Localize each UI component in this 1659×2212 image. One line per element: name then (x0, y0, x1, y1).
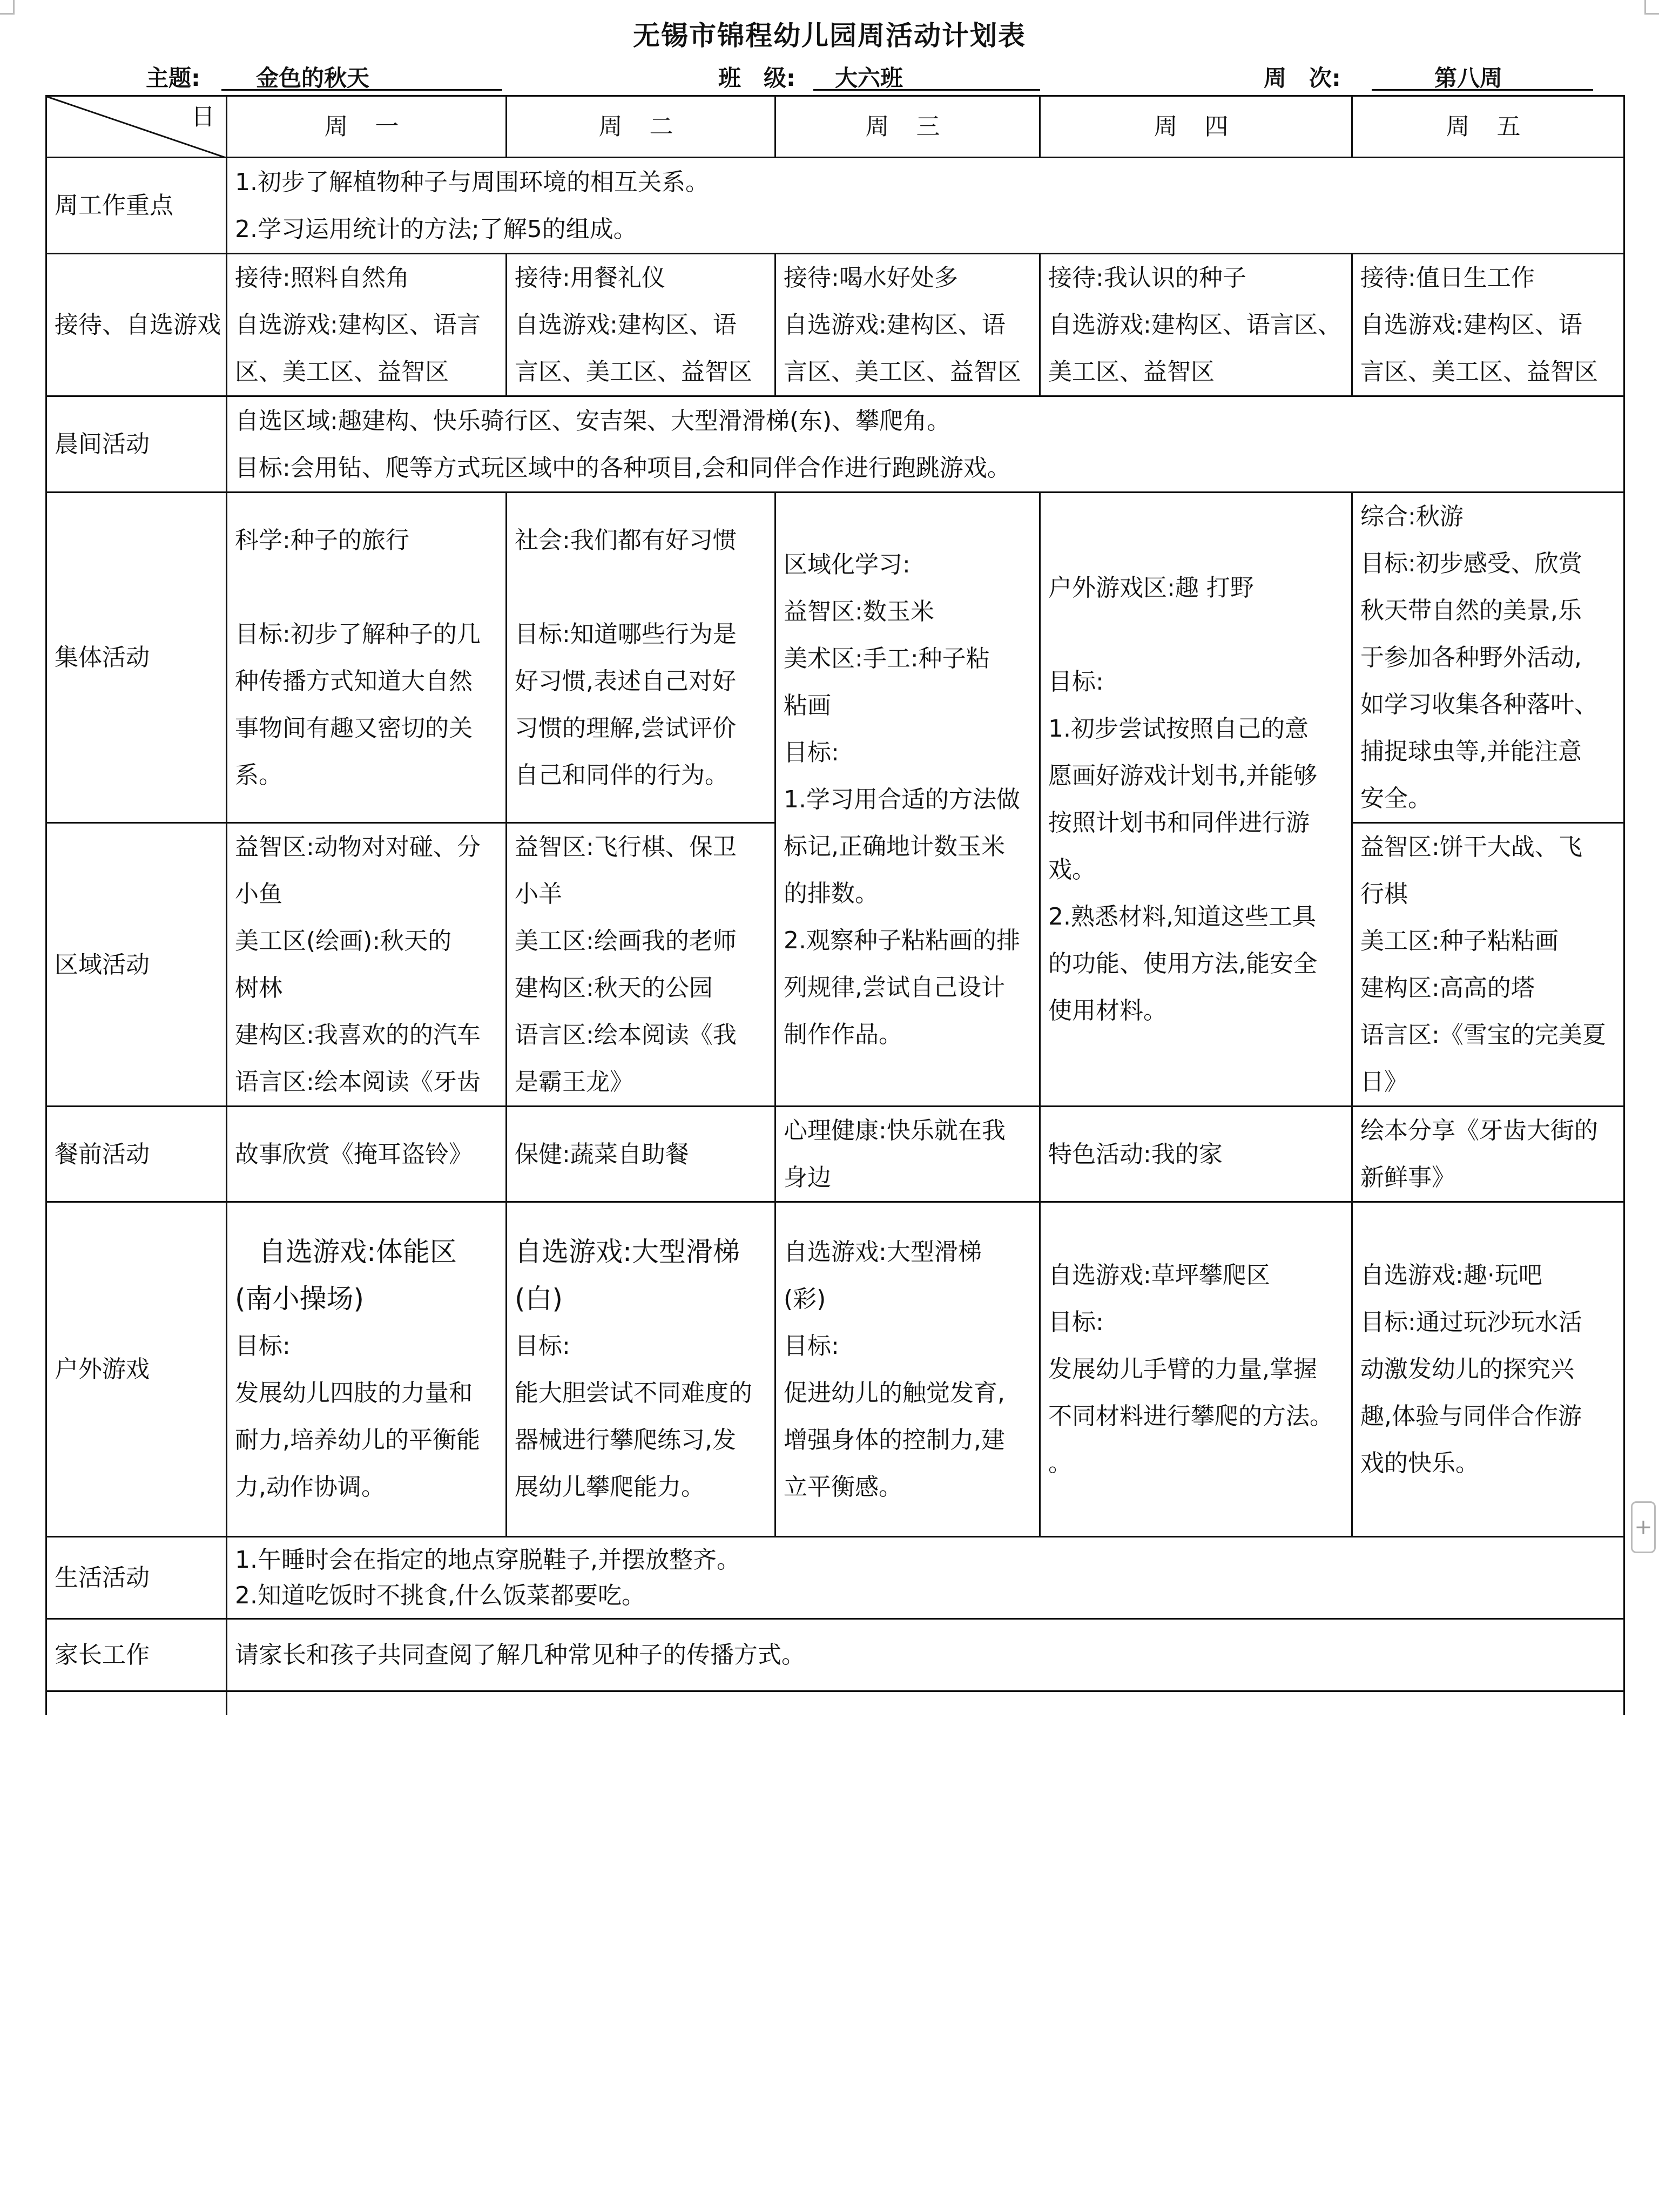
reception-cell-fri (1352, 254, 1624, 396)
focus-cell (227, 158, 1624, 254)
text-line: 绘本分享《牙齿大街的 (1360, 1117, 1598, 1144)
merged-cell-thu (1040, 493, 1352, 1107)
text-line: 好习惯,表述自己对好 (515, 667, 736, 695)
row-label-morning: 晨间活动 (46, 396, 227, 493)
text-line: 1.学习用合适的方法做 (784, 785, 1020, 813)
text-line: 目标: (1048, 1309, 1104, 1336)
morning-cell (227, 396, 1624, 493)
text-line: 戏的快乐。 (1360, 1449, 1479, 1477)
text-line: 接待:我认识的种子 (1048, 264, 1246, 292)
empty-cell (227, 1691, 1624, 1715)
area-cell-mon (227, 823, 507, 1107)
text-line: 语言区:绘本阅读《牙齿 (235, 1068, 481, 1096)
text-line: 事物间有趣又密切的关 (235, 714, 473, 742)
week-field (1264, 60, 1593, 94)
text-line: 目标: (784, 738, 839, 766)
outdoor-cell-mon (227, 1202, 507, 1537)
reception-cell-mon (227, 254, 507, 396)
row-label-focus: 周工作重点 (46, 158, 227, 254)
day-header-mon: 周 一 (227, 96, 507, 158)
text-line: 自选游戏:体能区 (259, 1236, 457, 1267)
text-line: 发展幼儿四肢的力量和 (235, 1379, 473, 1407)
area-cell-fri (1352, 823, 1624, 1107)
week-value: 第八周 (1372, 60, 1593, 91)
text-line: 接待:值日生工作 (1360, 264, 1535, 292)
text-line: 于参加各种野外活动, (1360, 644, 1582, 671)
theme-field (146, 60, 502, 94)
text-line: 器械进行攀爬练习,发 (515, 1426, 736, 1454)
text-line: 安全。 (1360, 785, 1432, 812)
class-label: 班 级: (718, 65, 795, 91)
text-line: 目标: (784, 1332, 839, 1360)
text-line: 趣,体验与同伴合作游 (1360, 1402, 1582, 1430)
table-row (46, 396, 1624, 493)
text-line: 系。 (235, 761, 282, 789)
text-line: 接待:用餐礼仪 (515, 264, 665, 292)
theme-value: 金色的秋天 (221, 60, 502, 91)
text-line: 小羊 (515, 880, 562, 908)
text-line: 言区、美工区、益智区 (515, 358, 752, 386)
text-line: 立平衡感。 (784, 1473, 902, 1501)
text-line: 美工区:种子粘粘画 (1360, 927, 1559, 955)
table-row (46, 254, 1624, 396)
text-line: 自选游戏:趣·玩吧 (1360, 1262, 1542, 1289)
text-line: 自选游戏:建构区、语言 (235, 311, 481, 339)
week-label: 周 次: (1264, 65, 1341, 91)
text-line: 目标:会用钻、爬等方式玩区域中的各种项目,会和同伴合作进行跑跳游戏。 (235, 454, 1011, 482)
text-line: 目标:初步了解种子的几 (235, 620, 481, 648)
text-line: 美工区(绘画):秋天的 (235, 927, 452, 955)
text-line: 自选游戏:建构区、语 (515, 311, 737, 339)
text-line: 益智区:动物对对碰、分 (235, 833, 481, 861)
text-line: 。 (1048, 1449, 1072, 1477)
area-cell-tue (507, 823, 775, 1107)
reception-cell-tue (507, 254, 775, 396)
text-line: 区域化学习: (784, 550, 911, 578)
text-line: 愿画好游戏计划书,并能够 (1048, 762, 1317, 790)
text-line: 自选区域:趣建构、快乐骑行区、安吉架、大型滑滑梯(东)、攀爬角。 (235, 407, 951, 435)
text-line: 2.熟悉材料,知道这些工具 (1048, 903, 1316, 930)
text-line: 目标:初步感受、欣赏 (1360, 550, 1582, 577)
class-field (718, 60, 1042, 94)
text-line: 能大胆尝试不同难度的 (515, 1379, 752, 1407)
outdoor-cell-fri (1352, 1202, 1624, 1537)
text-line: 区、美工区、益智区 (235, 358, 449, 386)
text-line: 自选游戏:大型滑梯 (515, 1236, 740, 1267)
text-line: 的功能、使用方法,能安全 (1048, 950, 1317, 977)
outdoor-cell-thu (1040, 1202, 1352, 1537)
text-line: 保健:蔬菜自助餐 (515, 1140, 689, 1168)
table-row (46, 1619, 1624, 1691)
table-row (46, 1202, 1624, 1537)
text-line: 习惯的理解,尝试评价 (515, 714, 736, 742)
table-row (46, 1537, 1624, 1619)
text-line: 展幼儿攀爬能力。 (515, 1473, 705, 1501)
text-line: 语言区:绘本阅读《我 (515, 1021, 737, 1049)
text-line: 制作作品。 (784, 1020, 902, 1048)
text-line: 目标: (235, 1332, 291, 1360)
day-header-wed: 周 三 (775, 96, 1040, 158)
weekly-plan-table (45, 95, 1625, 1715)
text-line: 行棋 (1360, 880, 1408, 908)
text-line: 语言区:《雪宝的完美夏 (1360, 1021, 1606, 1049)
table-row (46, 1107, 1624, 1202)
row-label-reception: 接待、自选游戏 (46, 254, 227, 396)
day-header-fri: 周 五 (1352, 96, 1624, 158)
text-line: 益智区:饼干大战、飞 (1360, 833, 1582, 861)
text-line: 请家长和孩子共同查阅了解几种常见种子的传播方式。 (235, 1641, 805, 1669)
text-line: 心理健康:快乐就在我 (784, 1117, 1006, 1144)
theme-label: 主题: (146, 65, 200, 91)
group-cell-tue (507, 493, 775, 823)
text-line: 日》 (1360, 1068, 1408, 1096)
premeal-cell-fri (1352, 1107, 1624, 1202)
text-line: 自己和同伴的行为。 (515, 761, 729, 789)
outdoor-cell-tue (507, 1202, 775, 1537)
text-line: 的排数。 (784, 879, 879, 907)
text-line: 如学习收集各种落叶、 (1360, 691, 1598, 718)
parents-cell (227, 1619, 1624, 1691)
text-line: 言区、美工区、益智区 (1360, 358, 1598, 386)
text-line: 故事欣赏《掩耳盗铃》 (235, 1140, 473, 1168)
text-line: 自选游戏:草坪攀爬区 (1048, 1262, 1270, 1289)
empty-cell (46, 1691, 227, 1715)
row-label-life: 生活活动 (46, 1537, 227, 1619)
group-cell-mon (227, 493, 507, 823)
header-row (46, 96, 1624, 158)
text-line: 建构区:秋天的公园 (515, 974, 713, 1002)
text-line: (南小操场) (235, 1283, 365, 1314)
text-line: 身边 (784, 1164, 831, 1191)
text-line: 户外游戏区:趣 打野 (1048, 574, 1254, 602)
add-row-handle[interactable]: + (1631, 1501, 1656, 1553)
text-line: 自选游戏:大型滑梯 (784, 1238, 982, 1266)
text-line: 2.知道吃饭时不挑食,什么饭菜都要吃。 (235, 1581, 645, 1609)
row-label-group: 集体活动 (46, 493, 227, 823)
text-line: 秋天带自然的美景,乐 (1360, 597, 1582, 624)
text-line: 2.学习运用统计的方法;了解5的组成。 (235, 215, 637, 243)
reception-cell-wed (775, 254, 1040, 396)
day-header-thu: 周 四 (1040, 96, 1352, 158)
text-line: 2.观察种子粘粘画的排 (784, 926, 1020, 954)
premeal-cell-thu (1040, 1107, 1352, 1202)
table-row (46, 158, 1624, 254)
text-line: 小鱼 (235, 880, 282, 908)
reception-cell-thu (1040, 254, 1352, 396)
text-line: 美工区:绘画我的老师 (515, 927, 737, 955)
corner-header-cell (46, 96, 227, 158)
text-line: 美工区、益智区 (1048, 358, 1215, 386)
day-header-tue: 周 二 (507, 96, 775, 158)
text-line: 目标:通过玩沙玩水活 (1360, 1309, 1582, 1336)
text-line: 建构区:我喜欢的的汽车 (235, 1021, 481, 1049)
text-line: 接待:喝水好处多 (784, 264, 958, 292)
text-line: 目标: (1048, 668, 1104, 696)
text-line: 发展幼儿手臂的力量,掌握 (1048, 1355, 1317, 1383)
text-line: (白) (515, 1283, 563, 1314)
life-cell (227, 1537, 1624, 1619)
text-line: 种传播方式知道大自然 (235, 667, 473, 695)
text-line: 目标:知道哪些行为是 (515, 620, 737, 648)
page-corner-mark-right (1644, 0, 1659, 15)
text-line: 自选游戏:建构区、语 (784, 311, 1006, 339)
text-line: 不同材料进行攀爬的方法。 (1048, 1402, 1333, 1430)
text-line: 耐力,培养幼儿的平衡能 (235, 1426, 480, 1454)
text-line: 使用材料。 (1048, 997, 1167, 1024)
row-label-premeal: 餐前活动 (46, 1107, 227, 1202)
class-value: 大六班 (813, 60, 1040, 91)
text-line: 接待:照料自然角 (235, 264, 409, 292)
text-line: 新鲜事》 (1360, 1164, 1455, 1191)
text-line: 捕捉球虫等,并能注意 (1360, 738, 1582, 765)
text-line: 1.午睡时会在指定的地点穿脱鞋子,并摆放整齐。 (235, 1546, 740, 1574)
page-corner-mark-left (0, 0, 15, 15)
row-label-outdoor: 户外游戏 (46, 1202, 227, 1537)
corner-day-label: 日 (191, 103, 215, 131)
premeal-cell-tue (507, 1107, 775, 1202)
text-line: 力,动作协调。 (235, 1473, 385, 1501)
table-row-partial (46, 1691, 1624, 1715)
text-line: 社会:我们都有好习惯 (515, 526, 737, 554)
page-title: 无锡市锦程幼儿园周活动计划表 (633, 19, 1026, 51)
text-line: 增强身体的控制力,建 (784, 1426, 1005, 1454)
group-cell-fri (1352, 493, 1624, 823)
row-label-parents: 家长工作 (46, 1619, 227, 1691)
text-line: 益智区:数玉米 (784, 597, 934, 625)
table-row (46, 493, 1624, 823)
text-line: 自选游戏:建构区、语言区、 (1048, 311, 1341, 339)
text-line: 标记,正确地计数玉米 (784, 832, 1005, 860)
premeal-cell-mon (227, 1107, 507, 1202)
text-line: 1.初步了解植物种子与周围环境的相互关系。 (235, 168, 709, 196)
text-line: 粘画 (784, 691, 831, 719)
text-line (1048, 611, 1344, 658)
text-line: 益智区:飞行棋、保卫 (515, 833, 737, 861)
text-line: 特色活动:我的家 (1048, 1140, 1223, 1168)
row-label-area: 区域活动 (46, 823, 227, 1107)
text-line (515, 564, 767, 611)
text-line: 综合:秋游 (1360, 503, 1464, 530)
text-line: 美术区:手工:种子粘 (784, 644, 990, 672)
text-line: 是霸王龙》 (515, 1068, 633, 1096)
text-line: (彩) (784, 1285, 826, 1313)
text-line: 自选游戏:建构区、语 (1360, 311, 1582, 339)
text-line: 1.初步尝试按照自己的意 (1048, 715, 1309, 743)
text-line: 建构区:高高的塔 (1360, 974, 1535, 1002)
premeal-cell-wed (775, 1107, 1040, 1202)
text-line: 戏。 (1048, 856, 1096, 884)
text-line: 列规律,尝试自己设计 (784, 973, 1005, 1001)
text-line: 目标: (515, 1332, 570, 1360)
text-line: 促进幼儿的触觉发育, (784, 1379, 1005, 1407)
text-line: 科学:种子的旅行 (235, 526, 409, 554)
text-line (235, 564, 498, 611)
text-line: 动激发幼儿的探究兴 (1360, 1355, 1574, 1383)
merged-cell-wed (775, 493, 1040, 1107)
text-line: 按照计划书和同伴进行游 (1048, 809, 1310, 837)
text-line: 树林 (235, 974, 282, 1002)
outdoor-cell-wed (775, 1202, 1040, 1537)
text-line: 言区、美工区、益智区 (784, 358, 1021, 386)
